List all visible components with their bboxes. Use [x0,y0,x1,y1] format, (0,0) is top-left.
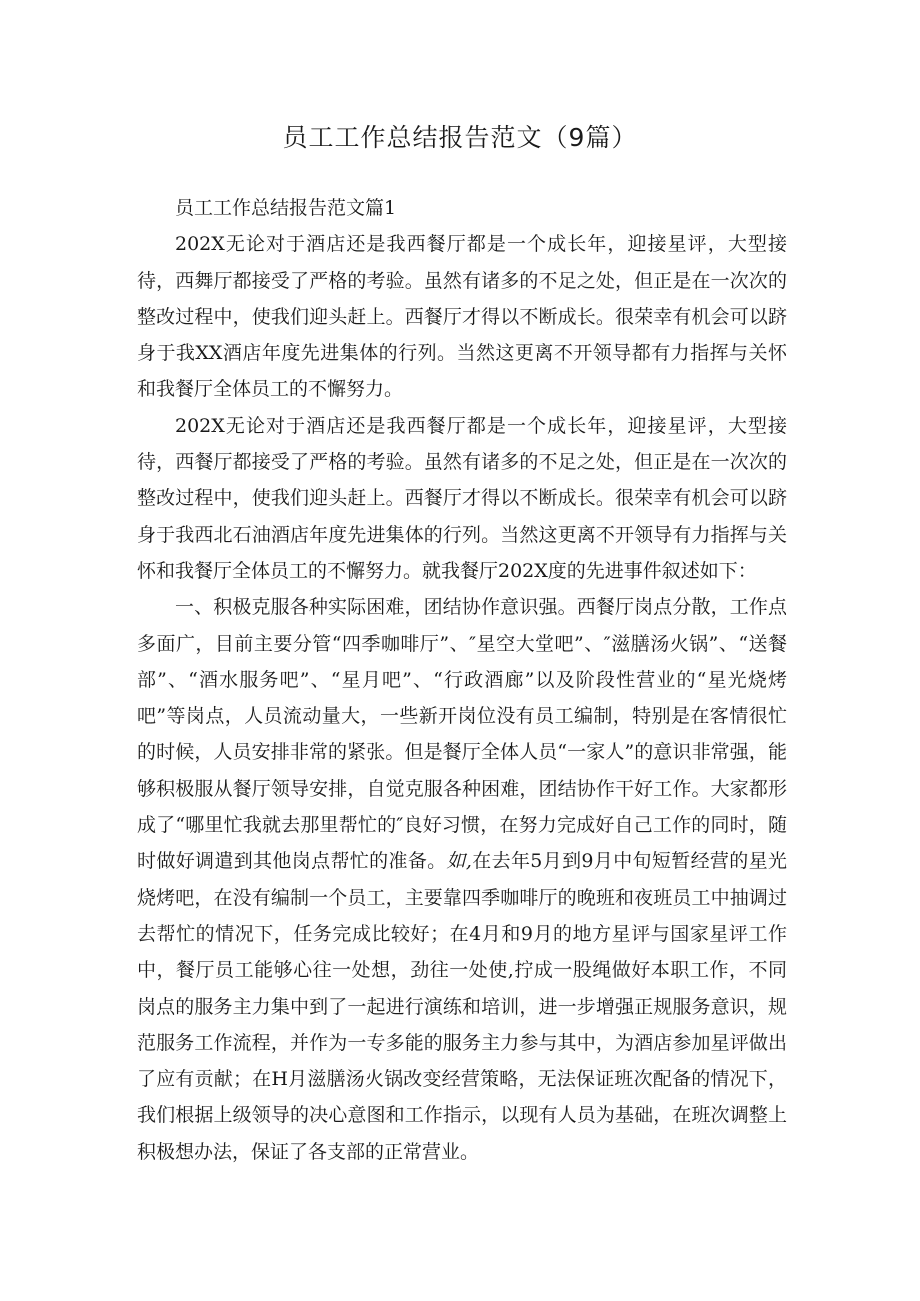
point-1-text-b: 在去年5月到9月中旬短暂经营的星光烧烤吧，在没有编制一个员工，主要靠四季咖啡厅的晚班和夜班员工中抽调过去帮忙的情况下，任务完成比较好；在4月和9月的地方星评与国家星评工作中，餐厅员工能够心往一处想，劲往一处使,拧成一股绳做好本职工作，不同岗点的服务主力集中到了一起进行演练和培训，进一步增强正规服务意识，规范服务工作流程，并作为一专多能的服务主力参与其中，为酒店参加星评做出了应有贡献；在H月滋膳汤火锅改变经营策略，无法保证班次配备的情况下，我们根据上级领导的决心意图和工作指示，以现有人员为基础，在班次调整上积极想办法，保证了各支部的正常营业。 [137,850,787,1163]
point-1-text-a: 一、积极克服各种实际困难，团结协作意识强。西餐厅岗点分散，工作点多面广，目前主要分管“四季咖啡厅”、″星空大堂吧”、″滋膳汤火锅”、“送餐部”、“酒水服务吧”、“星月吧”、“行政酒廊”以及阶段性营业的“星光烧烤吧”等岗点，人员流动量大，一些新开岗位没有员工编制，特别是在客情很忙的时候，人员安排非常的紧张。但是餐厅全体人员“一家人”的意识非常强，能够积极服从餐厅领导安排，自觉克服各种困难，团结协作干好工作。大家都形成了“哪里忙我就去那里帮忙的″良好习惯，在努力完成好自己工作的同时，随时做好调遣到其他岗点帮忙的准备。 [137,596,787,873]
paragraph-1: 202X无论对于酒店还是我西餐厅都是一个成长年，迎接星评，大型接待，西舞厅都接受了严格的考验。虽然有诸多的不足之处，但正是在一次次的整改过程中，使我们迎头赶上。西餐厅才得以不断成长。很荣幸有机会可以跻身于我XX酒店年度先进集体的行列。当然这更离不开领导都有力指挥与关怀和我餐厅全体员工的不懈努力。 [137,233,787,401]
document-body [137,190,787,1170]
document-title: 员工工作总结报告范文（9篇） [282,123,638,152]
point-1-example-marker: 如, [446,850,472,873]
paragraph-point-1 [137,589,787,1170]
section-heading: 员工工作总结报告范文篇1 [175,197,397,219]
paragraph-2: 202X无论对于酒店还是我西餐厅都是一个成长年，迎接星评，大型接待，西餐厅都接受了严格的考验。虽然有诸多的不足之处，但正是在一次次的整改过程中，使我们迎头赶上。西餐厅才得以不断成长。很荣幸有机会可以跻身于我西北石油酒店年度先进集体的行列。当然这更离不开领导有力指挥与关怀和我餐厅全体员工的不懈努力。就我餐厅202X度的先进事件叙述如下： [137,414,787,582]
